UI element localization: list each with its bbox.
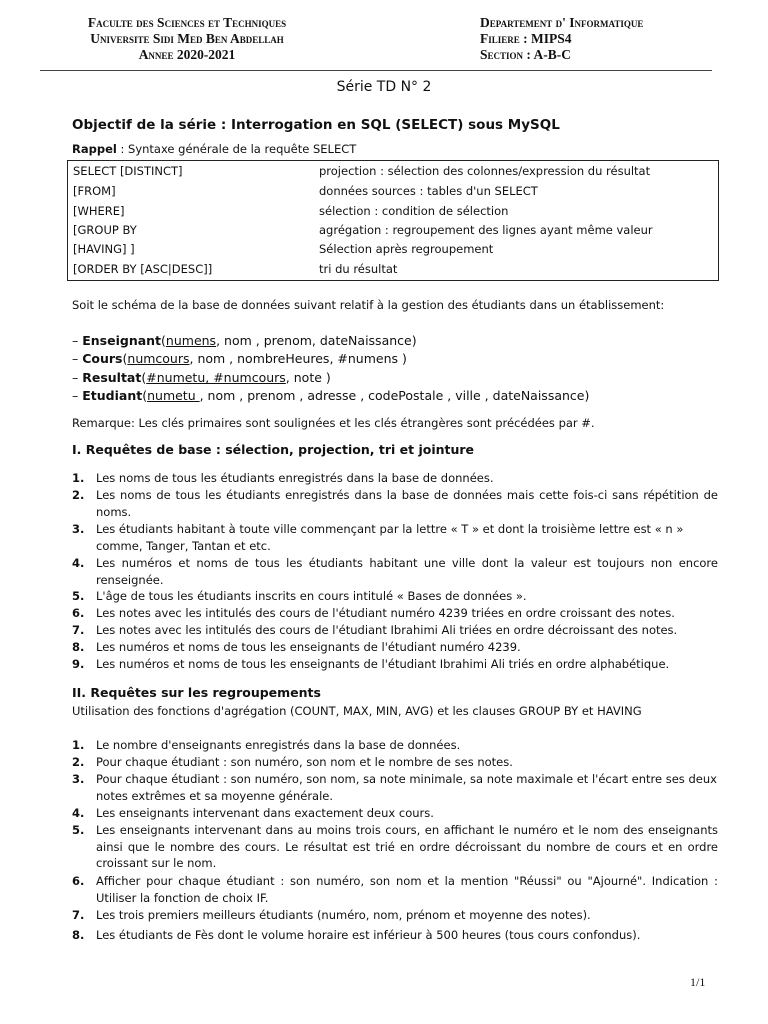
item-text: Les numéros et noms de tous les étudiants habitant une ville dont la valeur est toujours non encore renseignée.	[96, 556, 718, 587]
objective: Objectif de la série : Interrogation en SQL (SELECT) sous MySQL	[72, 117, 560, 133]
syntax-table	[67, 160, 719, 281]
item-number: 7.	[72, 908, 85, 922]
academic-year: Annee 2020-2021	[138, 47, 236, 62]
item-number: 2.	[72, 755, 85, 769]
item-number: 3.	[72, 772, 85, 786]
syntax-desc: Sélection après regroupement	[319, 242, 494, 256]
syntax-desc: agrégation : regroupement des lignes ayant même valeur	[319, 223, 653, 237]
schema-attributes: , nom , prenom , adresse , codePostale , ville , dateNaissance)	[199, 388, 590, 403]
schema-dash: –	[72, 370, 83, 385]
item-number: 1.	[72, 471, 85, 485]
item-text: Les enseignants intervenant dans au moins trois cours, en affichant le numéro et le nom des enseignants ainsi que le nombre des cours. Le résultat est trié en ordre décroissant du nombre de cours et en ordre croissant sur le nom.	[96, 823, 718, 870]
table-name: Resultat	[82, 370, 142, 385]
item-text: Le nombre d'enseignants enregistrés dans la base de données.	[96, 738, 461, 752]
page-number: 1/1	[690, 975, 706, 989]
item-number: 4.	[72, 556, 85, 570]
item-text: Les noms de tous les étudiants enregistrés dans la base de données.	[96, 471, 494, 485]
header-divider	[40, 70, 712, 71]
table-name: Etudiant	[82, 388, 143, 403]
schema-paren: (	[122, 351, 128, 366]
rappel-label: Rappel	[72, 142, 117, 156]
syntax-clause: [ORDER BY [ASC|DESC]]	[73, 262, 213, 276]
item-number: 5.	[72, 823, 85, 837]
schema-etudiant	[72, 388, 589, 403]
item-number: 7.	[72, 623, 85, 637]
primary-key: #numetu, #numcours	[146, 370, 286, 385]
table-name: Enseignant	[82, 333, 162, 348]
item-text: Les étudiants de Fès dont le volume horaire est inférieur à 500 heures (tous cours confondus).	[96, 928, 641, 942]
section2-title: II. Requêtes sur les regroupements	[72, 685, 321, 700]
item-text: Les numéros et noms de tous les enseignants de l'étudiant Ibrahimi Ali triés en ordre alphabétique.	[96, 657, 670, 671]
item-text: Les noms de tous les étudiants enregistrés dans la base de données mais cette fois-ci sans répétition de noms.	[96, 488, 718, 519]
syntax-clause: [WHERE]	[73, 204, 125, 218]
item-text: Les notes avec les intitulés des cours de l'étudiant Ibrahimi Ali triées en ordre décroissant des notes.	[96, 623, 678, 637]
schema-intro: Soit le schéma de la base de données suivant relatif à la gestion des étudiants dans un établissement:	[72, 298, 665, 312]
syntax-desc: données sources : tables d'un SELECT	[319, 184, 538, 198]
schema-dash: –	[72, 388, 83, 403]
schema-paren: (	[141, 370, 147, 385]
item-text: Pour chaque étudiant : son numéro, son nom et le nombre de ses notes.	[96, 755, 513, 769]
item-number: 5.	[72, 589, 85, 603]
header-institution	[46, 15, 328, 63]
item-number: 4.	[72, 806, 85, 820]
schema-paren: (	[161, 333, 166, 348]
item-number: 3.	[72, 522, 85, 536]
department-name: Departement d' Informatique	[480, 15, 644, 30]
university-name: Universite Sidi Med Ben Abdellah	[90, 31, 284, 46]
filiere: Filiere : MIPS4	[480, 31, 572, 46]
item-text: Afficher pour chaque étudiant : son numéro, son nom et la mention "Réussi" ou "Ajourné". Indication : Utiliser la fonction de choix IF.	[96, 874, 718, 905]
item-number: 6.	[72, 874, 85, 888]
schema-attributes: , nom , prenom, dateNaissance)	[216, 333, 417, 348]
section1-title: I. Requêtes de base : sélection, projection, tri et jointure	[72, 442, 475, 457]
syntax-clause: SELECT [DISTINCT]	[73, 164, 183, 178]
primary-key: numetu	[147, 388, 200, 403]
schema-attributes: , note )	[285, 370, 331, 385]
schema-paren: (	[142, 388, 148, 403]
section: Section : A-B-C	[480, 47, 572, 62]
schema-enseignant	[72, 333, 417, 348]
item-text: L'âge de tous les étudiants inscrits en cours intitulé « Bases de données ».	[96, 589, 527, 603]
item-number: 8.	[72, 640, 85, 654]
section2-subtitle: Utilisation des fonctions d'agrégation (COUNT, MAX, MIN, AVG) et les clauses GROUP BY et HAVING	[72, 704, 642, 718]
page-title: Série TD N° 2	[336, 79, 432, 95]
item-text: Les notes avec les intitulés des cours de l'étudiant numéro 4239 triées en ordre croissant des notes.	[96, 606, 675, 620]
item-number: 6.	[72, 606, 85, 620]
rappel	[72, 142, 356, 156]
syntax-desc: sélection : condition de sélection	[319, 204, 509, 218]
syntax-clause: [HAVING] ]	[73, 242, 135, 256]
item-text: Les trois premiers meilleurs étudiants (numéro, nom, prénom et moyenne des notes).	[96, 908, 591, 922]
item-text: Les enseignants intervenant dans exactement deux cours.	[96, 806, 434, 820]
syntax-clause: [FROM]	[73, 184, 116, 198]
header-department	[480, 15, 730, 63]
rappel-text: : Syntaxe générale de la requête SELECT	[116, 142, 357, 156]
item-number: 2.	[72, 488, 85, 502]
schema-dash: –	[72, 351, 83, 366]
item-number: 8.	[72, 928, 85, 942]
syntax-desc: tri du résultat	[319, 262, 398, 276]
primary-key: numens	[165, 333, 217, 348]
keys-remark: Remarque: Les clés primaires sont soulignées et les clés étrangères sont précédées par #.	[72, 416, 595, 430]
schema-resultat	[72, 370, 331, 385]
item-text: Les étudiants habitant à toute ville commençant par la lettre « T » et dont la troisième lettre est « n » comme, Tanger, Tantan et etc.	[96, 522, 684, 553]
item-text: Les numéros et noms de tous les enseignants de l'étudiant numéro 4239.	[96, 640, 521, 654]
table-name: Cours	[82, 351, 123, 366]
syntax-clause: [GROUP BY	[73, 223, 137, 237]
schema-attributes: , nom , nombreHeures, #numens )	[189, 351, 407, 366]
schema-cours	[72, 351, 407, 366]
schema-dash: –	[72, 333, 83, 348]
primary-key: numcours	[127, 351, 190, 366]
item-number: 1.	[72, 738, 85, 752]
syntax-desc: projection : sélection des colonnes/expression du résultat	[319, 164, 651, 178]
faculty-name: Faculte des Sciences et Techniques	[87, 15, 287, 30]
item-text: Pour chaque étudiant : son numéro, son nom, sa note minimale, sa note maximale et l'écart entre ses deux notes extrêmes et sa moyenne générale.	[96, 772, 717, 803]
item-number: 9.	[72, 657, 85, 671]
